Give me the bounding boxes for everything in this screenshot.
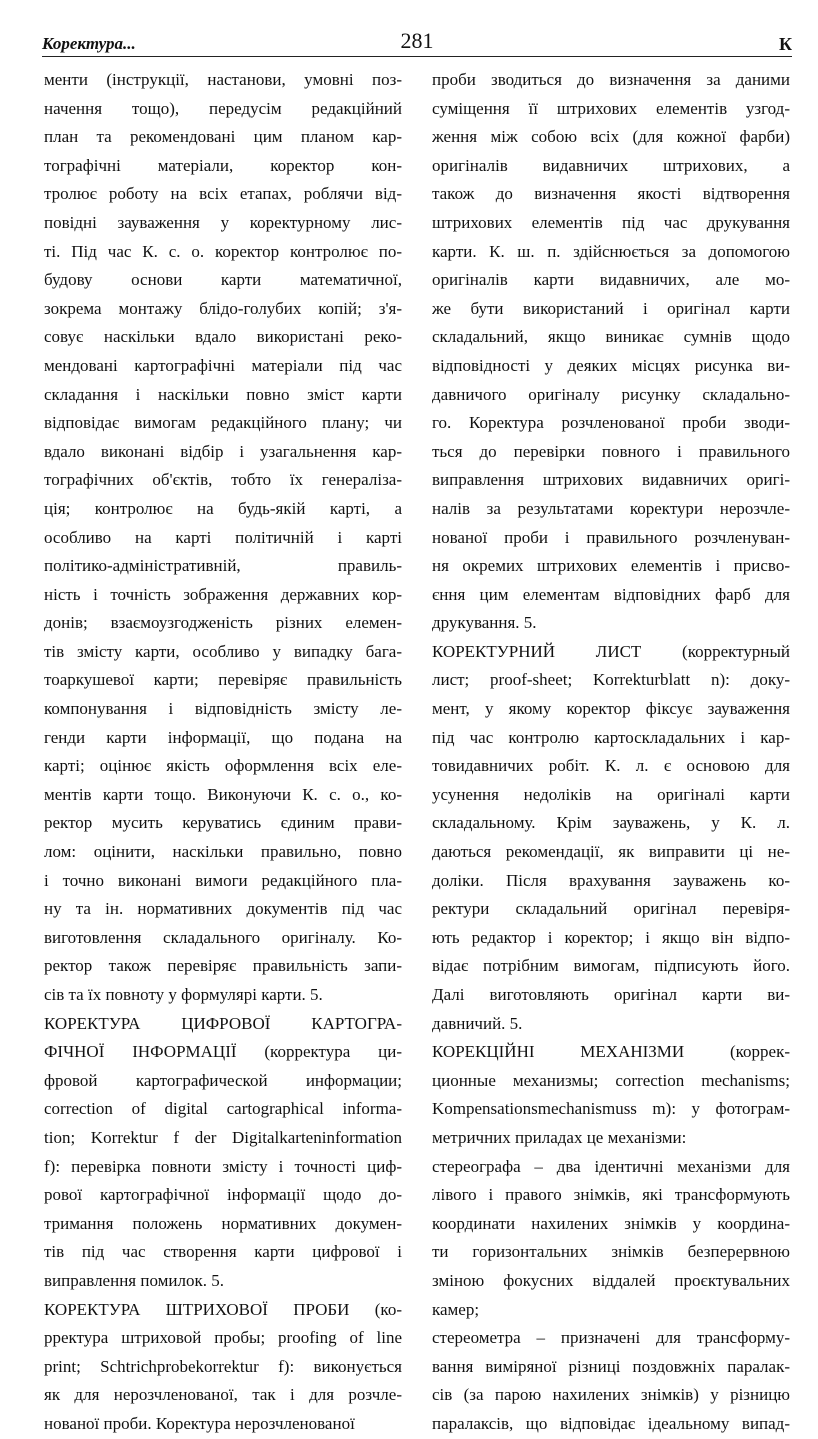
text-line: ня окремих штрихових елементів і присво-	[432, 556, 790, 576]
text-line: складальний, якщо виникає сумнів щодо	[432, 327, 790, 347]
text-line: лівого і правого знімків, які трансформують	[432, 1185, 790, 1205]
text-line: print; Schtrichprobekorrektur f): виконується	[44, 1356, 402, 1376]
text-line: ться до перевірки повного і правильного	[432, 441, 790, 461]
text-line: виправлення штрихових видавничих оригі-	[432, 470, 790, 490]
text-line: відповідає вимогам редакційного плану; чи	[44, 413, 402, 433]
text-line: ження між собою всіх (для кожної фарби)	[432, 127, 790, 147]
text-line: генди карти інформації, що подана на	[44, 727, 402, 747]
text-line: ція; контролює на будь-якій карті, а	[44, 498, 402, 518]
text-line: карті; оцінює якість оформлення всіх еле-	[44, 756, 402, 776]
text-line: особливо на карті політичній і карті	[44, 527, 402, 547]
text-line: карти. К. ш. п. здійснюється за допомогою	[432, 241, 790, 261]
text-line: тографічні матеріали, коректор кон-	[44, 155, 402, 175]
text-line: начення тощо), передусім редакційний	[44, 98, 402, 118]
text-line: рректура штриховой пробы; proofing of line	[44, 1328, 402, 1348]
running-header	[42, 28, 792, 58]
text-line: стереографа – два ідентичні механізми для	[432, 1156, 790, 1176]
text-line: проби зводиться до визначення за даними	[432, 70, 790, 89]
text-line: же бути використаний і оригінал карти	[432, 298, 790, 318]
text-line: виготовлення складального оригіналу. Ко-	[44, 927, 402, 947]
text-line: Kompensationsmechanismuss m): у фотограм-	[432, 1099, 790, 1119]
text-line: план та рекомендовані цим планом кар-	[44, 127, 402, 147]
text-line: як для нерозчленованої, так і для розчле-	[44, 1385, 402, 1405]
text-line: друкування. 5.	[432, 613, 537, 633]
text-line: стереометра – призначені для трансформу-	[432, 1328, 790, 1348]
text-line: ють редактор і коректор; і якщо він відпо-	[432, 927, 790, 947]
text-line: нованої проби. Коректура нерозчленованої	[44, 1413, 355, 1433]
text-line: совує наскільки вдало використані реко-	[44, 327, 402, 347]
text-line: ментів карти тощо. Виконуючи К. с. о., ко-	[44, 784, 402, 804]
text-line: ті. Під час К. с. о. коректор контролює по-	[44, 241, 402, 261]
text-line: КОРЕКЦІЙНІ МЕХАНІЗМИ (коррек-	[432, 1042, 790, 1062]
text-line: доліки. Після врахування зауважень ко-	[432, 870, 790, 890]
text-line: паралаксів, що відповідає ідеальному випад-	[432, 1413, 790, 1433]
text-line: КОРЕКТУРА ШТРИХОВОЇ ПРОБИ (ко-	[44, 1299, 402, 1319]
text-line: складання і наскільки повно зміст карти	[44, 384, 402, 404]
page-number: 281	[400, 28, 434, 53]
right-text-column	[432, 66, 790, 1439]
text-line: виправлення помилок. 5.	[44, 1270, 224, 1290]
header-divider	[42, 56, 792, 57]
text-line: мендовані картографічні матеріали під час	[44, 355, 402, 375]
text-line: єння цим елементам відповідних фарб для	[432, 584, 790, 604]
text-line: лист; proof-sheet; Korrekturblatt n): доку-	[432, 670, 790, 690]
text-line: компонування і відповідність змісту ле-	[44, 699, 402, 719]
text-line: тримання положень нормативних докумен-	[44, 1213, 402, 1233]
text-line: донів; взаємоузгодженість різних елемен-	[44, 613, 402, 633]
text-line: тоаркушевої карти; перевіряє правильність	[44, 670, 402, 690]
text-line: сів (за парою нахилених знімків) у різницю	[432, 1385, 790, 1405]
text-line: сів та їх повноту у формулярі карти. 5.	[44, 985, 323, 1004]
left-text-column	[44, 66, 402, 1439]
text-line: ність і точність зображення державних кор-	[44, 584, 402, 604]
text-line: камер;	[432, 1299, 480, 1319]
text-line: давничий. 5.	[432, 1013, 523, 1033]
text-line: ти горизонтальних знімків безперервною	[432, 1242, 790, 1262]
text-line: фровой картографической информации;	[44, 1070, 402, 1090]
text-line: тографічних об'єктів, тобто їх генералізa-	[44, 470, 402, 490]
text-line: го. Коректура розчленованої проби зводи-	[432, 413, 790, 433]
header-section-letter: К	[778, 34, 792, 54]
text-line: ФІЧНОЇ ІНФОРМАЦІЇ (корректура ци-	[44, 1042, 402, 1062]
text-line: мент, у якому коректор фіксує зауваження	[432, 699, 790, 719]
text-line: ну та ін. нормативних документів під час	[44, 899, 402, 919]
text-line: нованої проби і правильного розчленуван-	[432, 527, 790, 547]
text-line: відає потрібним вимогам, підписують його.	[432, 956, 790, 976]
text-line: будову основи карти математичної,	[44, 270, 402, 290]
text-line: зокрема монтажу блідо-голубих копій; з'я-	[44, 298, 402, 318]
text-line: рової картографічної інформації щодо до-	[44, 1185, 402, 1205]
text-line: налів за результатами коректури нерозчле-	[432, 498, 790, 518]
text-line: ректор також перевіряє правильність запи-	[44, 956, 402, 976]
text-line: координати нахилених знімків у координа-	[432, 1213, 790, 1233]
text-line: повідні зауваження у коректурному лис-	[44, 212, 402, 232]
text-line: КОРЕКТУРНИЙ ЛИСТ (корректурный	[432, 641, 790, 661]
text-line: f): перевірка повноти змісту і точності циф-	[44, 1156, 402, 1176]
text-line: вання виміряної різниці поздовжніх паралак-	[432, 1356, 790, 1376]
text-line: політико-адміністративній, правиль-	[44, 556, 402, 576]
text-line: Далі виготовляють оригінал карти ви-	[432, 985, 790, 1004]
text-line: тів змісту карти, особливо у випадку бага-	[44, 641, 402, 661]
text-line: КОРЕКТУРА ЦИФРОВОЇ КАРТОГРА-	[44, 1013, 402, 1033]
text-line: штрихових елементів під час друкування	[432, 212, 790, 232]
header-entry-range: Коректура...	[42, 34, 136, 53]
text-line: оригіналів карти видавничих, але мо-	[432, 270, 790, 290]
text-line: оригіналів видавничих штрихових, а	[432, 155, 790, 175]
text-line: даються рекомендації, як виправити ці не-	[432, 842, 790, 862]
text-line: зміною фокусних віддалей проєктувальних	[432, 1270, 790, 1290]
text-line: менти (інструкції, настанови, умовні поз-	[44, 70, 402, 89]
text-line: тролює роботу на всіх етапах, роблячи від-	[44, 184, 402, 204]
text-line: ректури складальний оригінал перевіря-	[432, 899, 790, 919]
text-line: тів під час створення карти цифрової і	[44, 1242, 402, 1262]
text-line: tion; Korrektur f der Digitalkarteninformation	[44, 1127, 402, 1147]
text-line: також до визначення якості відтворення	[432, 184, 790, 204]
text-line: лом: оцінити, наскільки правильно, повно	[44, 842, 402, 862]
text-line: відповідності у деяких місцях рисунка ви-	[432, 355, 790, 375]
text-line: під час контролю картоскладальних і кар-	[432, 727, 790, 747]
text-line: і точно виконані вимоги редакційного пла-	[44, 870, 402, 890]
text-line: вдало виконані відбір і узагальнення кар-	[44, 441, 402, 461]
text-line: складальному. Крім зауважень, у К. л.	[432, 813, 790, 833]
text-line: ционные механизмы; correction mechanisms;	[432, 1070, 790, 1090]
text-line: товидавничих робіт. К. л. є основою для	[432, 756, 790, 776]
text-line: усунення недоліків на оригіналі карти	[432, 784, 790, 804]
text-line: суміщення її штрихових елементів узгод-	[432, 98, 790, 118]
text-line: correction of digital cartographical informa-	[44, 1099, 402, 1119]
text-line: ректор мусить керуватись єдиним прави-	[44, 813, 402, 833]
text-line: давничого оригіналу рисунку складально-	[432, 384, 790, 404]
text-line: метричних приладах це механізми:	[432, 1127, 687, 1147]
